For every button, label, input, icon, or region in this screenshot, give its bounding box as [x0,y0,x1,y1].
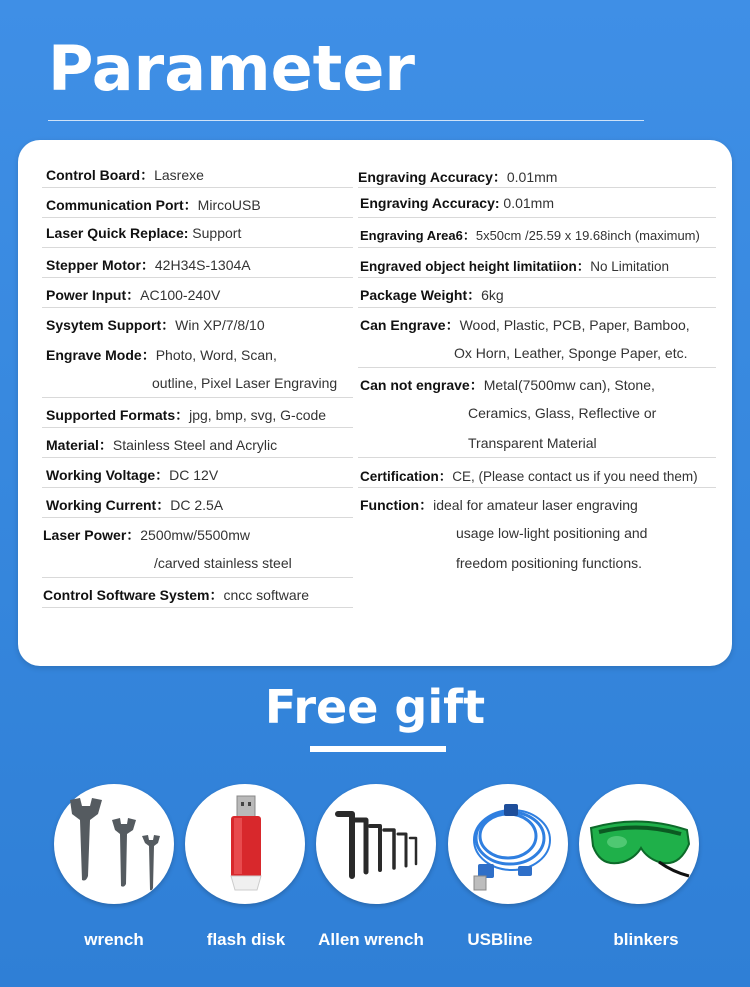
param-row: Sysytem Support：Win XP/7/8/10 [46,317,265,333]
param-row-continued: /carved stainless steel [42,548,353,578]
parameter-card [18,140,732,666]
param-row: Working Voltage：DC 12V [42,458,353,488]
param-row: Engraving Area6：5x50cm /25.59 x 19.68inch (maximum) [358,218,716,248]
param-row: Supported Formats：jpg, bmp, svg, G-code [42,398,353,428]
param-row: Can Engrave：Wood, Plastic, PCB, Paper, Bamboo, [360,317,690,333]
param-row: Package Weight：6kg [358,278,716,308]
param-row: Laser Quick Replace: Support [42,218,353,248]
param-row: Engraving Accuracy: 0.01mm [358,188,716,218]
gift-wrench-image [54,784,174,904]
param-row-continued: Ox Horn, Leather, Sponge Paper, etc. [358,338,716,368]
goggles-icon [579,784,699,904]
gift-label-blinkers: blinkers [613,930,679,949]
params-right-column [358,158,716,578]
gift-label-flash-disk: flash disk [206,930,286,949]
free-gift-underline [310,746,446,752]
param-row: Function：ideal for amateur laser engraving [360,497,638,513]
param-row: Control Software System：cncc software [42,578,353,608]
free-gift-title: Free gift [264,680,486,734]
params-left-column [42,158,353,608]
title-divider [48,120,644,121]
gift-flash-disk-image [185,784,305,904]
page-title: Parameter [48,32,415,105]
param-row: Control Board：Lasrexe [42,158,353,188]
gift-label-usb-line: USBline [467,930,533,949]
param-row: Engrave Mode：Photo, Word, Scan, [46,347,277,363]
gift-blinkers-image [579,784,699,904]
param-row: Material：Stainless Steel and Acrylic [42,428,353,458]
param-row: Certification：CE, (Please contact us if you need them) [358,458,716,488]
param-row-continued: Ceramics, Glass, Reflective or [468,405,657,421]
param-row: Can not engrave：Metal(7500mw can), Stone, [360,377,655,393]
flash-disk-icon [185,784,305,904]
param-row-continued: outline, Pixel Laser Engraving [42,368,353,398]
param-row-continued: freedom positioning functions. [456,555,642,571]
wrench-icon [54,784,174,904]
param-row: Engraving Accuracy：0.01mm [358,158,716,188]
gift-usb-line-image [448,784,568,904]
param-row-continued: Transparent Material [358,428,716,458]
param-row: Working Current：DC 2.5A [42,488,353,518]
param-row: Power Input：AC100-240V [42,278,353,308]
param-row: Communication Port：MircoUSB [42,188,353,218]
gift-allen-wrench-image [316,784,436,904]
usb-cable-icon [448,784,568,904]
allen-wrench-icon [316,784,436,904]
param-row-continued: usage low-light positioning and [456,525,648,541]
param-row: Laser Power：2500mw/5500mw [43,527,250,543]
param-row: Stepper Motor：42H34S-1304A [42,248,353,278]
gift-label-allen-wrench: Allen wrench [318,930,424,949]
param-row: Engraved object height limitatiion：No Limitation [358,248,716,278]
gift-label-wrench: wrench [84,930,144,949]
